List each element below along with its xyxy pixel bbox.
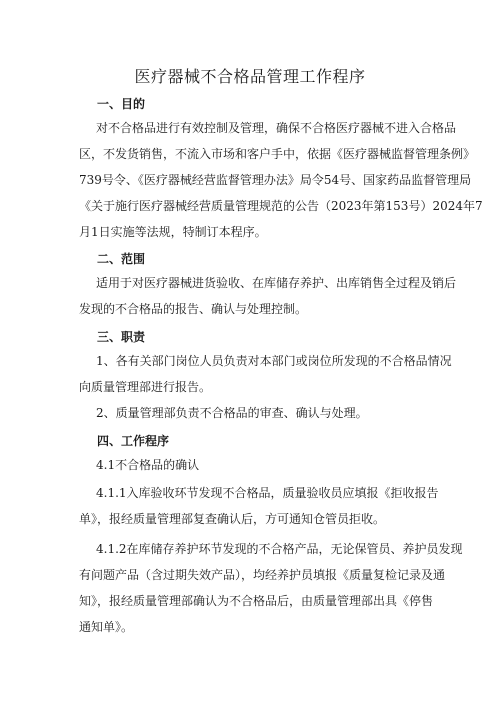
paragraph-line: 4.1.2在库储存养护环节发现的不合格产品，无论保管员、养护员发现 (96, 542, 463, 556)
paragraph-procedure-4-1 (79, 452, 439, 478)
paragraph-line: 1、各有关部门岗位人员负责对本部门或岗位所发现的不合格品情况 (96, 354, 452, 368)
paragraph-line: 2、质量管理部负责不合格品的审查、确认与处理。 (96, 406, 368, 420)
paragraph-line: 发现的不合格品的报告、确认与处理控制。 (79, 302, 308, 316)
paragraph-procedure-4-1-1 (79, 480, 439, 532)
paragraph-purpose (79, 115, 483, 245)
paragraph-line: 对不合格品进行有效控制及管理，确保不合格医疗器械不进入合格品 (96, 121, 457, 135)
paragraph-line: 知》，报经质量管理部确认为不合格品后，由质量管理部出具《停售 (79, 594, 434, 608)
paragraph-line: 4.1不合格品的确认 (96, 458, 200, 472)
document-title: 医疗器械不合格品管理工作程序 (134, 67, 366, 86)
paragraph-line: 适用于对医疗器械进货验收、在库储存养护、出库销售全过程及销后 (96, 276, 457, 290)
paragraph-line: 739号令、《医疗器械经营监督管理办法》局令54号、国家药品监督管理局 (79, 173, 472, 187)
section-heading-scope: 二、范围 (97, 252, 146, 266)
paragraph-scope (79, 270, 457, 322)
paragraph-responsibility-2 (79, 400, 439, 426)
section-heading-procedure: 四、工作程序 (97, 434, 170, 448)
paragraph-line: 通知单》。 (79, 620, 134, 634)
paragraph-line: 月1日实施等法规，特制订本程序。 (79, 225, 267, 239)
paragraph-line: 单》，报经质量管理部复查确认后，方可通知仓管员拒收。 (79, 512, 386, 526)
paragraph-line: 向质量管理部进行报告。 (79, 380, 212, 394)
paragraph-line: 有问题产品（含过期失效产品），均经养护员填报《质量复检记录及通 (79, 568, 446, 582)
paragraph-responsibility-1 (79, 348, 452, 400)
section-heading-purpose: 一、目的 (97, 97, 146, 111)
paragraph-procedure-4-1-2 (79, 536, 463, 640)
paragraph-line: 4.1.1入库验收环节发现不合格品，质量验收员应填报《拒收报告 (96, 486, 439, 500)
paragraph-line: 《关于施行医疗器械经营质量管理规范的公告（2023年第153号）2024年7 (79, 199, 483, 213)
paragraph-line: 区，不发货销售，不流入市场和客户手中，依据《医疗器械监督管理条例》 (79, 147, 476, 161)
section-heading-responsibility: 三、职责 (97, 330, 146, 344)
